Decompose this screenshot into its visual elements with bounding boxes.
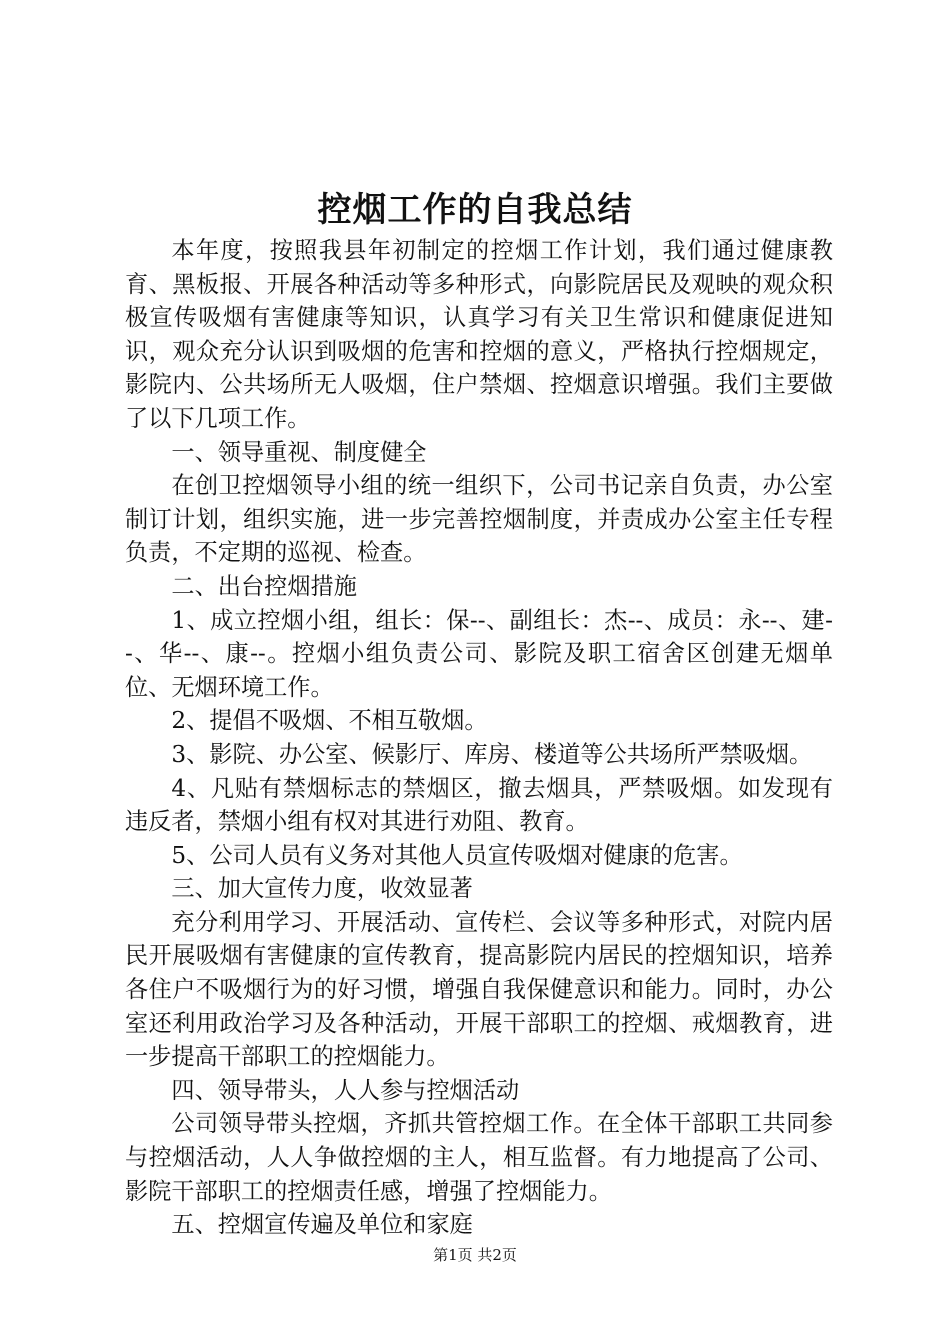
- document-body: [125, 234, 833, 1242]
- section-heading-5: 五、控烟宣传遍及单位和家庭: [171, 1211, 473, 1239]
- section-heading-4: 四、领导带头，人人参与控烟活动: [171, 1076, 520, 1104]
- section-3-paragraph: 充分利用学习、开展活动、宣传栏、会议等多种形式，对院内居民开展吸烟有害健康的宣传教育，提高影院内居民的控烟知识，培养各住户不吸烟行为的好习惯，增强自我保健意识和能力。同时，办公室还利用政治学习及各种活动，开展干部职工的控烟、戒烟教育，进一步提高干部职工的控烟能力。: [125, 908, 833, 1071]
- page-footer: 第1页 共2页: [433, 1246, 517, 1264]
- section-4-paragraph: 公司领导带头控烟，齐抓共管控烟工作。在全体干部职工共同参与控烟活动，人人争做控烟的主人，相互监督。有力地提高了公司、影院干部职工的控烟责任感，增强了控烟能力。: [125, 1110, 833, 1205]
- document-title: 控烟工作的自我总结: [317, 190, 633, 230]
- measure-item-2: 2、提倡不吸烟、不相互敬烟。: [171, 707, 488, 735]
- section-1-paragraph: 在创卫控烟领导小组的统一组织下，公司书记亲自负责，办公室制订计划，组织实施，进一步完善控烟制度，并责成办公室主任专程负责，不定期的巡视、检查。: [125, 472, 833, 567]
- section-heading-2: 二、出台控烟措施: [171, 572, 357, 600]
- measure-item-4: 4、凡贴有禁烟标志的禁烟区，撤去烟具，严禁吸烟。如发现有违反者，禁烟小组有权对其进行劝阻、教育。: [125, 774, 833, 836]
- intro-paragraph: 本年度，按照我县年初制定的控烟工作计划，我们通过健康教育、黑板报、开展各种活动等多种形式，向影院居民及观映的观众积极宣传吸烟有害健康等知识，认真学习有关卫生常识和健康促进知识，观众充分认识到吸烟的危害和控烟的意义，严格执行控烟规定，影院内、公共场所无人吸烟，住户禁烟、控烟意识增强。我们主要做了以下几项工作。: [125, 237, 833, 432]
- measure-item-3: 3、影院、办公室、候影厅、库房、楼道等公共场所严禁吸烟。: [171, 740, 813, 768]
- measure-item-5: 5、公司人员有义务对其他人员宣传吸烟对健康的危害。: [171, 841, 743, 869]
- section-heading-3: 三、加大宣传力度，收效显著: [171, 875, 473, 903]
- measure-item-1: 1、成立控烟小组，组长：保--、副组长：杰--、成员：永--、建--、华--、康--。控烟小组负责公司、影院及职工宿舍区创建无烟单位、无烟环境工作。: [125, 606, 834, 701]
- section-heading-1: 一、领导重视、制度健全: [171, 438, 427, 466]
